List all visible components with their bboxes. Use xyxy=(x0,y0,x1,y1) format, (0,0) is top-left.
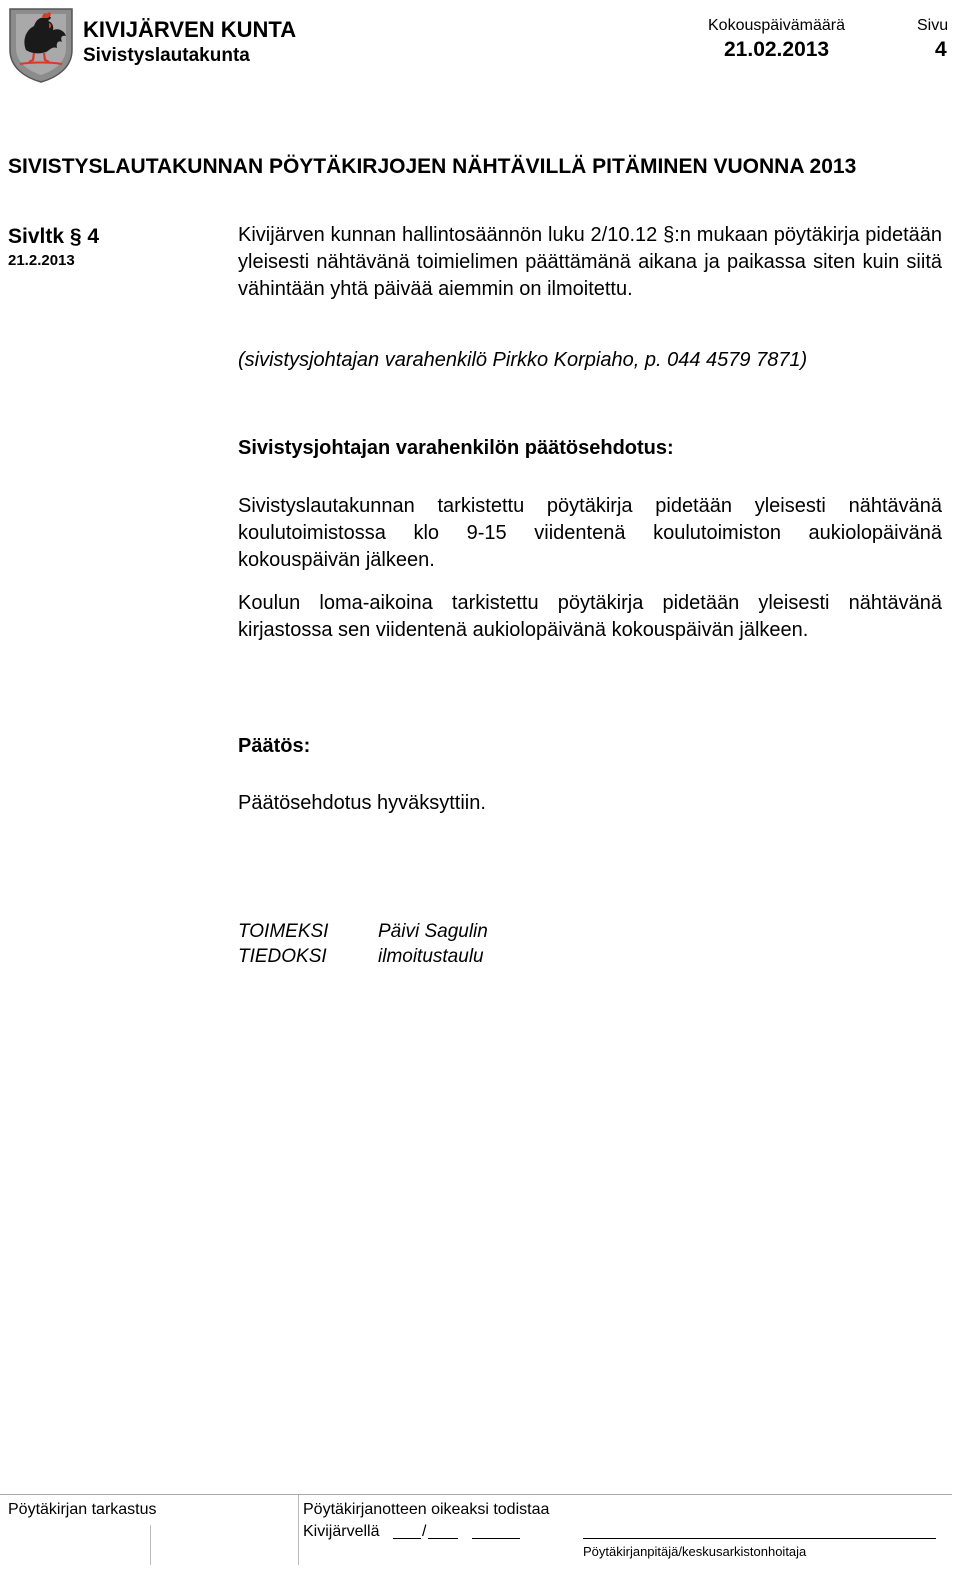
page-number: 4 xyxy=(935,38,947,61)
page-label: Sivu xyxy=(917,17,949,34)
info-recipient: ilmoitustaulu xyxy=(378,946,484,967)
signer-role: Pöytäkirjanpitäjä/keskusarkistonhoitaja xyxy=(583,1544,807,1559)
section-number: Sivltk § 4 xyxy=(8,225,100,248)
meeting-date: 21.02.2013 xyxy=(724,38,830,61)
proposal-paragraph-1: Sivistyslautakunnan tarkistettu pöytäkirja pidetään yleisesti nähtävänä koulutoimistossa klo 9-15 viidentenä koulutoimiston aukiolopäivänä kokouspäivän jälkeen. xyxy=(238,495,942,571)
month-blank-line xyxy=(428,1538,458,1539)
action-recipient: Päivi Sagulin xyxy=(378,921,488,942)
contact-line: (sivistysjohtajan varahenkilö Pirkko Korpiaho, p. 044 4579 7871) xyxy=(238,349,808,371)
date-separator: / xyxy=(422,1523,427,1540)
place-name: Kivijärvellä xyxy=(303,1523,380,1540)
signature-line xyxy=(583,1538,936,1539)
committee-name: Sivistyslautakunta xyxy=(83,45,250,66)
year-blank-line xyxy=(472,1538,520,1539)
review-label: Pöytäkirjan tarkastus xyxy=(8,1501,157,1518)
decision-heading: Päätös: xyxy=(238,735,311,757)
certify-label: Pöytäkirjanotteen oikeaksi todistaa xyxy=(303,1501,550,1518)
section-date: 21.2.2013 xyxy=(8,252,75,269)
organization-name: KIVIJÄRVEN KUNTA xyxy=(83,17,297,42)
info-label: TIEDOKSI xyxy=(238,946,327,967)
proposal-heading: Sivistysjohtajan varahenkilön päätösehdotus: xyxy=(238,437,674,459)
action-label: TOIMEKSI xyxy=(238,921,329,942)
meeting-date-label: Kokouspäivämäärä xyxy=(708,17,845,34)
footer-divider xyxy=(150,1525,151,1565)
day-blank-line xyxy=(393,1538,421,1539)
coat-of-arms-logo xyxy=(6,6,76,84)
decision-text: Päätösehdotus hyväksyttiin. xyxy=(238,792,486,814)
intro-paragraph: Kivijärven kunnan hallintosäännön luku 2/10.12 §:n mukaan pöytäkirja pidetään yleisesti nähtävänä toimielimen päättämänä aikana ja paikassa siten kuin siitä vähintään yhtä päivää aiemmin on ilmoitettu. xyxy=(238,224,942,300)
document-title: SIVISTYSLAUTAKUNNAN PÖYTÄKIRJOJEN NÄHTÄVILLÄ PITÄMINEN VUONNA 2013 xyxy=(8,155,857,178)
footer-divider xyxy=(298,1495,299,1565)
proposal-paragraph-2: Koulun loma-aikoina tarkistettu pöytäkirja pidetään yleisesti nähtävänä kirjastossa sen viidentenä aukiolopäivänä kokouspäivän jälkeen. xyxy=(238,592,942,641)
